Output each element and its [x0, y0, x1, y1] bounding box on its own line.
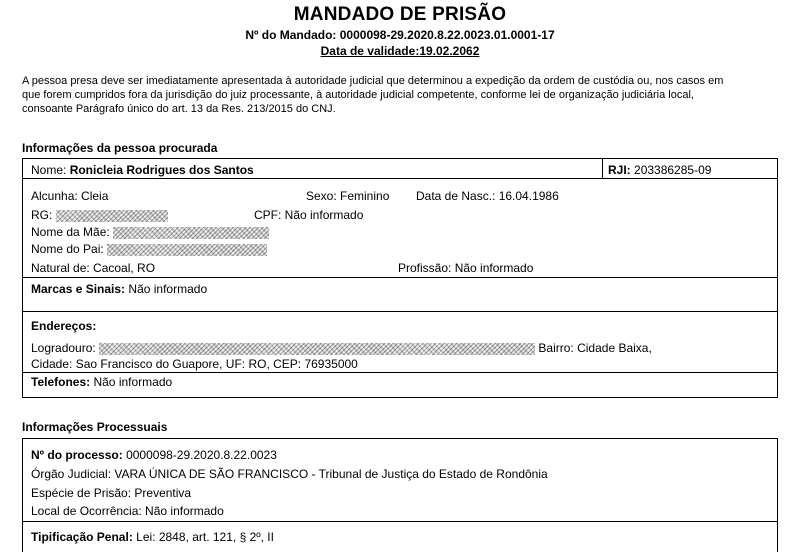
rji-value: 203386285-09	[634, 163, 712, 177]
marks-value: Não informado	[128, 282, 208, 296]
process-number-label: Nº do processo:	[31, 448, 123, 462]
arrest-type: Espécie de Prisão: Preventiva	[31, 486, 192, 500]
penal-typification-label: Tipificação Penal:	[31, 530, 133, 544]
judicial-body: Órgão Judicial: VARA ÚNICA DE SÃO FRANCISCO - Tribunal de Justiça do Estado de Rondônia	[31, 467, 548, 481]
alias: Alcunha: Cleia	[31, 189, 109, 203]
divider	[22, 372, 778, 373]
person-name: Ronicleia Rodrigues dos Santos	[69, 163, 254, 177]
birthplace: Natural de: Cacoal, RO	[31, 261, 156, 275]
divider	[22, 178, 778, 179]
street-label: Logradouro:	[31, 341, 96, 355]
divider	[22, 521, 778, 522]
father-row	[31, 242, 267, 256]
mother-row	[31, 225, 269, 239]
process-number-row	[31, 448, 277, 462]
neighborhood: Bairro: Cidade Baixa,	[538, 341, 652, 355]
validity-line	[0, 44, 800, 58]
sex: Sexo: Feminino	[306, 189, 390, 203]
phones-value: Não informado	[93, 375, 173, 389]
profession: Profissão: Não informado	[398, 261, 534, 275]
city-row: Cidade: Sao Francisco do Guapore, UF: RO, CEP: 76935000	[31, 357, 358, 371]
document-title: MANDADO DE PRISÃO	[293, 4, 507, 25]
mother-label: Nome da Mãe:	[31, 225, 110, 239]
rji-row	[608, 163, 711, 177]
redacted-street	[99, 343, 535, 355]
validity-date: 19.02.2062	[419, 44, 480, 58]
street-row	[31, 341, 652, 355]
divider	[22, 311, 778, 312]
divider	[602, 158, 603, 178]
marks-row	[31, 282, 207, 296]
penal-typification-row	[31, 530, 274, 544]
name-label: Nome:	[31, 163, 67, 177]
process-number: 0000098-29.2020.8.22.0023	[126, 448, 277, 462]
process-section-title: Informações Processuais	[22, 420, 168, 434]
cpf: CPF: Não informado	[254, 208, 364, 222]
phones-label: Telefones:	[31, 375, 91, 389]
intro-paragraph: A pessoa presa deve ser imediatamente apresentada à autoridade judicial que determinou a expedição da ordem de custódia ou, nos casos em que forem cumpridos fora da jurisdição do juiz processante, à autoridade judicial competente, conforme lei de organização judiciária local, consoante Parágrafo único do art. 13 da Res. 213/2015 do CNJ.	[22, 75, 724, 115]
occurrence-location: Local de Ocorrência: Não informado	[31, 504, 224, 518]
rg-label: RG:	[31, 208, 53, 222]
person-section-title: Informações da pessoa procurada	[22, 141, 218, 155]
redacted-father-name	[107, 244, 267, 256]
father-label: Nome do Pai:	[31, 242, 104, 256]
penal-typification: Lei: 2848, art. 121, § 2º, II	[136, 530, 274, 544]
redacted-rg	[56, 210, 168, 222]
mandado-number: 0000098-29.2020.8.22.0023.01.0001-17	[339, 28, 555, 42]
validity-label: Data de validade:	[320, 44, 420, 58]
addresses-label: Endereços:	[31, 319, 97, 333]
birth-date: Data de Nasc.: 16.04.1986	[416, 189, 559, 203]
rg-row	[31, 208, 168, 222]
name-row	[31, 163, 254, 177]
phones-row	[31, 375, 172, 389]
mandado-number-line	[0, 28, 800, 42]
rji-label: RJI:	[608, 163, 631, 177]
divider	[22, 277, 778, 278]
marks-label: Marcas e Sinais:	[31, 282, 126, 296]
mandado-label: Nº do Mandado:	[245, 28, 337, 42]
redacted-mother-name	[113, 227, 269, 239]
